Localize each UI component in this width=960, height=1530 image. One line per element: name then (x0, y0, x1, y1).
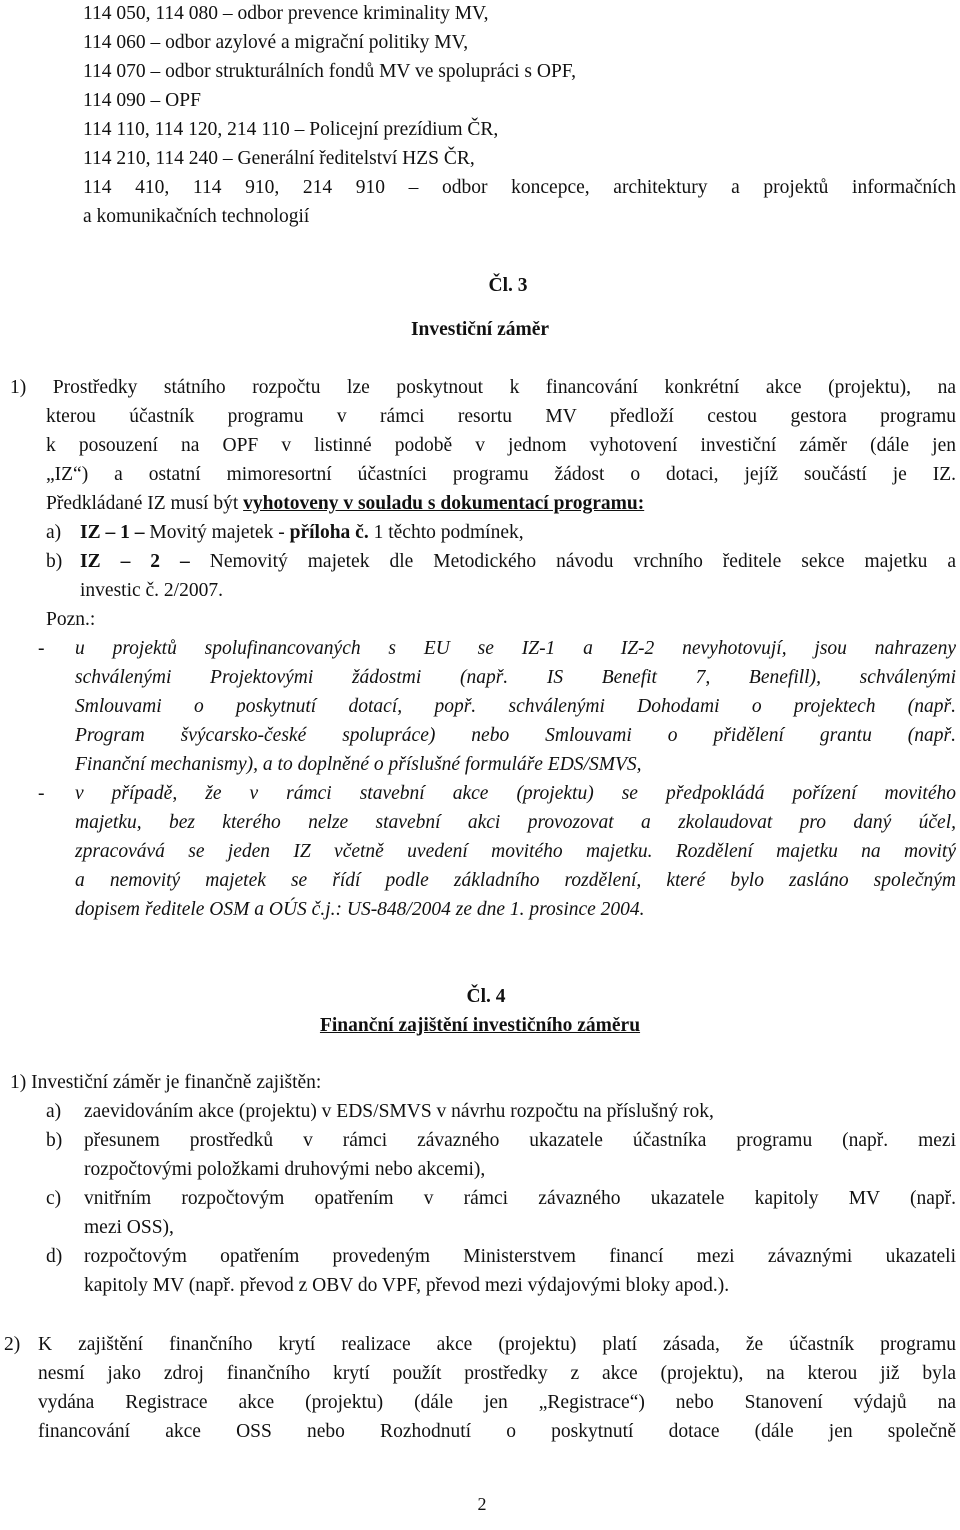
article-4-title: Finanční zajištění investičního záměru (319, 1015, 641, 1036)
art4-p1-head: 1) Investiční záměr je finančně zajištěn: (10, 1072, 322, 1093)
art4-p2-line: nesmí jako zdroj finančního krytí použít prostředky z akce (projektu), na kterou již byla (38, 1363, 956, 1384)
note1-line: schválenými Projektovými žádostmi (např. IS Benefit 7, Benefill), schválenými (75, 667, 956, 688)
intro-line: 114 410, 114 910, 214 910 – odbor koncepce, architektury a projektů informačních (83, 177, 956, 198)
page-number: 2 (477, 1494, 487, 1514)
art3-item-a (80, 523, 524, 543)
art4-item-line: mezi OSS), (84, 1217, 174, 1238)
art4-item-marker: b) (46, 1130, 63, 1151)
intro-line: 114 110, 114 120, 214 110 – Policejní prezídium ČR, (83, 119, 499, 140)
art4-p2-line: K zajištění finančního krytí realizace akce (projektu) platí zásada, že účastník programu (38, 1334, 956, 1355)
intro-line: 114 090 – OPF (83, 90, 201, 111)
note2-line: zpracovává se jeden IZ včetně uvedení movitého majetku. Rozdělení majetku na movitý (75, 841, 956, 862)
article-4-number: Čl. 4 (466, 986, 506, 1007)
note1-line: Smlouvami o poskytnutí dotací, popř. schválenými Dohodami o projektech (např. (75, 696, 956, 717)
art3-item-a-text2: 1 těchto podmínek, (368, 522, 524, 543)
note2-line: majetku, bez kterého nelze stavební akci provozovat a zkolaudovat pro daný účel, (75, 812, 956, 833)
art3-p1-line: k posouzení na OPF v listinné podobě v jednom vyhotovení investiční záměr (dále jen (46, 435, 956, 456)
art3-p1-last-underlined: vyhotoveny v souladu s dokumentací programu: (243, 493, 645, 514)
art3-item-a-marker: a) (46, 522, 62, 543)
note-dash: - (38, 783, 45, 804)
art3-item-b-line1 (80, 552, 956, 572)
article-3-title: Investiční záměr (410, 319, 550, 340)
intro-line: 114 070 – odbor strukturálních fondů MV ve spolupráci s OPF, (83, 61, 576, 82)
note2-line: dopisem ředitele OSM a OÚS č.j.: US-848/2004 ze dne 1. prosince 2004. (75, 899, 645, 920)
art4-p2-line: vydána Registrace akce (projektu) (dále jen „Registrace“) nebo Stanovení výdajů na (38, 1392, 956, 1413)
note2-line: a nemovitý majetek se řídí podle základního rozdělení, které bylo zasláno společným (75, 870, 956, 891)
intro-line: a komunikačních technologií (83, 206, 310, 227)
note1-line: Program švýcarsko-české spolupráce) nebo Smlouvami o přidělení grantu (např. (75, 725, 956, 746)
art3-item-a-code: IZ – 1 – (80, 522, 145, 543)
intro-line: 114 060 – odbor azylové a migrační politiky MV, (83, 32, 469, 53)
art4-item-marker: d) (46, 1246, 63, 1267)
art4-item-line: rozpočtovým opatřením provedeným Ministerstvem financí mezi závaznými ukazateli (84, 1246, 956, 1267)
article-3-number: Čl. 3 (488, 275, 528, 296)
art3-item-b-text: Nemovitý majetek dle Metodického návodu vrchního ředitele sekce majetku a (189, 551, 956, 572)
art3-p1-last-line (46, 494, 644, 514)
art3-p1-line: 1) Prostředky státního rozpočtu lze poskytnout k financování konkrétní akce (projektu), na (10, 377, 956, 398)
art3-item-a-bold: příloha č. (289, 522, 369, 543)
art4-item-line: zaevidováním akce (projektu) v EDS/SMVS v návrhu rozpočtu na příslušný rok, (84, 1101, 714, 1122)
art4-item-line: přesunem prostředků v rámci závazného ukazatele účastníka programu (např. mezi (84, 1130, 956, 1151)
art3-item-b-line2: investic č. 2/2007. (80, 580, 223, 601)
note1-line: Finanční mechanismy), a to doplněné o příslušné formuláře EDS/SMVS, (75, 754, 642, 775)
art3-p1-last-plain: Předkládané IZ musí být (46, 493, 244, 514)
note1-line: u projektů spolufinancovaných s EU se IZ-1 a IZ-2 nevyhotovují, jsou nahrazeny (75, 638, 956, 659)
art4-item-line: rozpočtovými položkami druhovými nebo akcemi), (84, 1159, 486, 1180)
art3-item-b-marker: b) (46, 551, 63, 572)
art4-item-marker: c) (46, 1188, 62, 1209)
art3-item-a-text: Movitý majetek - (144, 522, 290, 543)
art3-p1-line: „IZ“) a ostatní mimoresortní účastníci programu žádost o dotaci, jejíž součástí je IZ. (46, 464, 956, 485)
art4-p2-line: financování akce OSS nebo Rozhodnutí o poskytnutí dotace (dále jen společně (38, 1421, 956, 1442)
intro-line: 114 210, 114 240 – Generální ředitelství HZS ČR, (83, 148, 475, 169)
note-label: Pozn.: (46, 609, 96, 630)
note-dash: - (38, 638, 45, 659)
art3-item-b-code: IZ – 2 – (80, 551, 190, 572)
art4-p2-marker: 2) (4, 1334, 21, 1355)
art4-item-line: kapitoly MV (např. převod z OBV do VPF, převod mezi výdajovými bloky apod.). (84, 1275, 730, 1296)
art4-item-line: vnitřním rozpočtovým opatřením v rámci závazného ukazatele kapitoly MV (např. (84, 1188, 956, 1209)
art3-p1-line: kterou účastník programu v rámci resortu MV předloží cestou gestora programu (46, 406, 956, 427)
intro-line: 114 050, 114 080 – odbor prevence kriminality MV, (83, 3, 489, 24)
note2-line: v případě, že v rámci stavební akce (projektu) se předpokládá pořízení movitého (75, 783, 956, 804)
art4-item-marker: a) (46, 1101, 62, 1122)
